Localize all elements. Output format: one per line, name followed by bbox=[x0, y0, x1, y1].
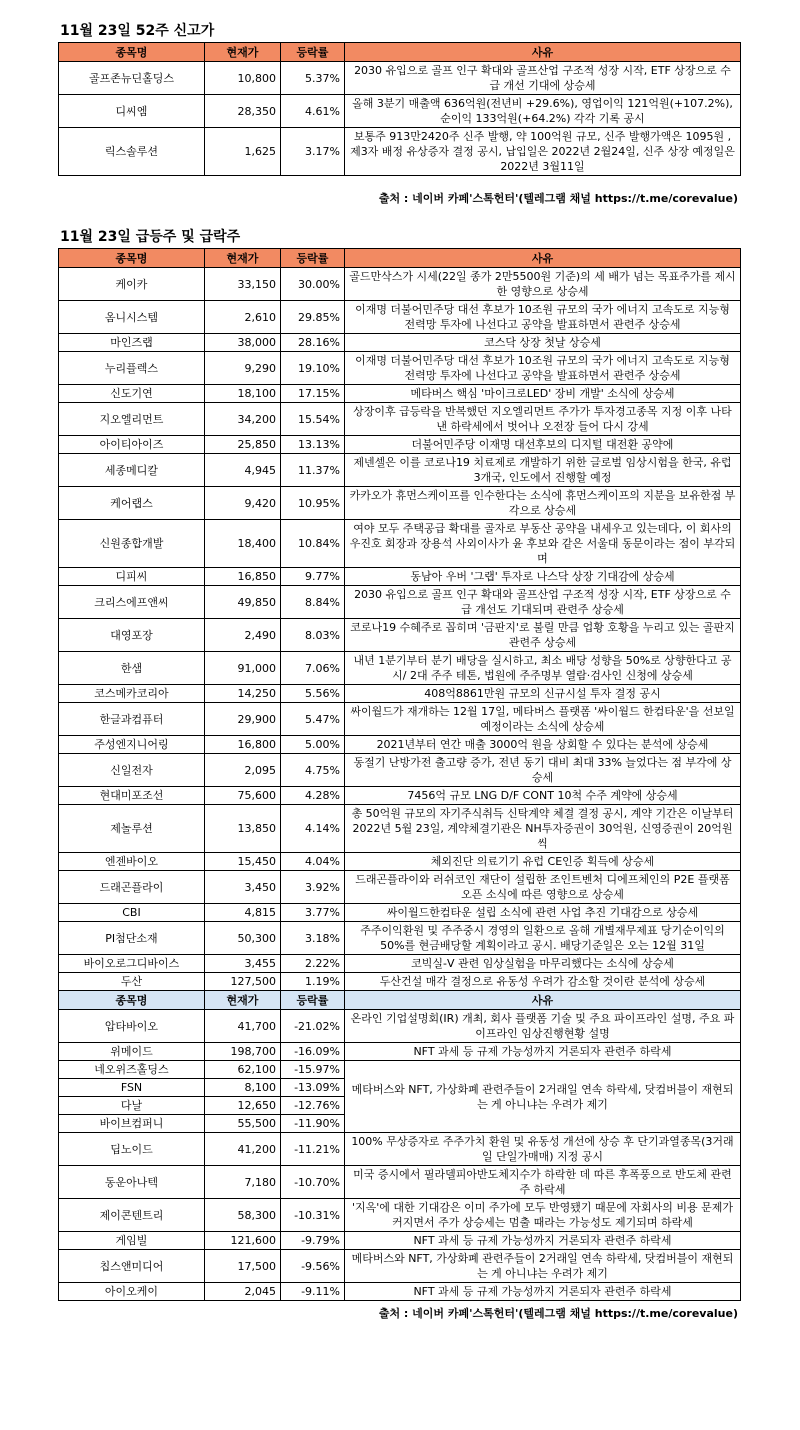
stock-name: 세종메디칼 bbox=[59, 454, 205, 487]
table-row bbox=[59, 619, 741, 652]
current-price: 17,500 bbox=[205, 1250, 281, 1283]
reason-text: NFT 과세 등 규제 가능성까지 거론되자 관련주 하락세 bbox=[345, 1283, 741, 1301]
change-rate: 29.85% bbox=[281, 301, 345, 334]
current-price: 28,350 bbox=[205, 95, 281, 128]
current-price: 34,200 bbox=[205, 403, 281, 436]
change-rate: -16.09% bbox=[281, 1043, 345, 1061]
table-row bbox=[59, 62, 741, 95]
stock-name: 게임빌 bbox=[59, 1232, 205, 1250]
table-row bbox=[59, 1166, 741, 1199]
stock-name: 두산 bbox=[59, 973, 205, 991]
stock-name: 한샘 bbox=[59, 652, 205, 685]
header-change: 등락률 bbox=[281, 249, 345, 268]
table-row bbox=[59, 520, 741, 568]
change-rate: 10.84% bbox=[281, 520, 345, 568]
reason-text: 여야 모두 주택공급 확대를 골자로 부동산 공약을 내세우고 있는데다, 이 회사의 우진호 회장과 장용석 사외이사가 윤 후보와 같은 서울대 동문이라는 점이 부각되며 bbox=[345, 520, 741, 568]
reason-text: 메타버스 핵심 '마이크로LED' 장비 개발' 소식에 상승세 bbox=[345, 385, 741, 403]
change-rate: 3.77% bbox=[281, 904, 345, 922]
current-price: 33,150 bbox=[205, 268, 281, 301]
change-rate: 3.17% bbox=[281, 128, 345, 176]
source-note: 출처 : 네이버 카페'스톡헌터'(텔레그램 채널 https://t.me/corevalue) bbox=[378, 1307, 738, 1320]
change-rate: 19.10% bbox=[281, 352, 345, 385]
header-name: 종목명 bbox=[59, 991, 205, 1010]
table-row bbox=[59, 352, 741, 385]
current-price: 75,600 bbox=[205, 787, 281, 805]
table-row bbox=[59, 871, 741, 904]
header-price: 현재가 bbox=[205, 249, 281, 268]
reason-text: 총 50억원 규모의 자기주식취득 신탁계약 체결 결정 공시, 계약 기간은 이날부터 2022년 5월 23일, 계약체결기관은 NH투자증권이 30억원, 신영증권이 20억원씩 bbox=[345, 805, 741, 853]
current-price: 4,815 bbox=[205, 904, 281, 922]
current-price: 25,850 bbox=[205, 436, 281, 454]
reason-text: 온라인 기업설명회(IR) 개최, 회사 플랫폼 기술 및 주요 파이프라인 설명, 주요 파이프라인 임상진행현황 설명 bbox=[345, 1010, 741, 1043]
reason-text: 7456억 규모 LNG D/F CONT 10척 수주 계약에 상승세 bbox=[345, 787, 741, 805]
reason-text: 동남아 우버 '그랩' 투자로 나스닥 상장 기대감에 상승세 bbox=[345, 568, 741, 586]
stock-name: 신원종합개발 bbox=[59, 520, 205, 568]
header-change: 등락률 bbox=[281, 43, 345, 62]
change-rate: 30.00% bbox=[281, 268, 345, 301]
change-rate: 4.61% bbox=[281, 95, 345, 128]
table-header-row bbox=[59, 249, 741, 268]
current-price: 3,455 bbox=[205, 955, 281, 973]
stock-name: 코스메카코리아 bbox=[59, 685, 205, 703]
stock-name: 네오위즈홀딩스 bbox=[59, 1061, 205, 1079]
reason-text: 2030 유입으로 골프 인구 확대와 골프산업 구조적 성장 시작, ETF 상장으로 수급 개선 기대에 상승세 bbox=[345, 62, 741, 95]
change-rate: 4.04% bbox=[281, 853, 345, 871]
change-rate: -10.70% bbox=[281, 1166, 345, 1199]
current-price: 50,300 bbox=[205, 922, 281, 955]
change-rate: -9.56% bbox=[281, 1250, 345, 1283]
current-price: 91,000 bbox=[205, 652, 281, 685]
stock-name: 크리스에프앤씨 bbox=[59, 586, 205, 619]
table-row bbox=[59, 454, 741, 487]
stock-name: 바이오로그디바이스 bbox=[59, 955, 205, 973]
table-row bbox=[59, 904, 741, 922]
reason-text: 코빅실-V 관련 임상실험을 마무리했다는 소식에 상승세 bbox=[345, 955, 741, 973]
header-price: 현재가 bbox=[205, 43, 281, 62]
reason-text: 코스닥 상장 첫날 상승세 bbox=[345, 334, 741, 352]
stock-name: 마인즈랩 bbox=[59, 334, 205, 352]
stock-name: 케이카 bbox=[59, 268, 205, 301]
current-price: 41,700 bbox=[205, 1010, 281, 1043]
current-price: 18,100 bbox=[205, 385, 281, 403]
table-row bbox=[59, 334, 741, 352]
current-price: 15,450 bbox=[205, 853, 281, 871]
stock-name: FSN bbox=[59, 1079, 205, 1097]
stock-name: 릭스솔루션 bbox=[59, 128, 205, 176]
current-price: 13,850 bbox=[205, 805, 281, 853]
stock-name: 한글과컴퓨터 bbox=[59, 703, 205, 736]
current-price: 127,500 bbox=[205, 973, 281, 991]
reason-text: 2030 유입으로 골프 인구 확대와 골프산업 구조적 성장 시작, ETF 상장으로 수급 개선도 기대되며 관련주 상승세 bbox=[345, 586, 741, 619]
table-row bbox=[59, 685, 741, 703]
reason-text: 메타버스와 NFT, 가상화폐 관련주들이 2거래일 연속 하락세, 닷컴버블이 재현되는 게 아니냐는 우려가 제기 bbox=[345, 1250, 741, 1283]
stock-name: 신일전자 bbox=[59, 754, 205, 787]
current-price: 49,850 bbox=[205, 586, 281, 619]
section1-title: 11월 23일 52주 신고가 bbox=[60, 23, 215, 39]
change-rate: 5.56% bbox=[281, 685, 345, 703]
reason-text: 메타버스와 NFT, 가상화폐 관련주들이 2거래일 연속 하락세, 닷컴버블이 재현되는 게 아니냐는 우려가 제기 bbox=[345, 1061, 741, 1133]
stock-name: 누리플렉스 bbox=[59, 352, 205, 385]
change-rate: -13.09% bbox=[281, 1079, 345, 1097]
current-price: 16,850 bbox=[205, 568, 281, 586]
current-price: 18,400 bbox=[205, 520, 281, 568]
reason-text: 올해 3분기 매출액 636억원(전년비 +29.6%), 영업이익 121억원(+107.2%), 순이익 133억원(+64.2%) 각각 기록 공시 bbox=[345, 95, 741, 128]
reason-text: 제넨셀은 이를 코로나19 치료제로 개발하기 위한 글로벌 임상시험을 한국, 유럽 3개국, 인도에서 진행할 예정 bbox=[345, 454, 741, 487]
reason-text: 이재명 더불어민주당 대선 후보가 10조원 규모의 국가 에너지 고속도로 지능형 전력망 투자에 나선다고 공약을 발표하면서 관련주 상승세 bbox=[345, 352, 741, 385]
table-row bbox=[59, 1283, 741, 1301]
table-row bbox=[59, 1232, 741, 1250]
reason-text: 더불어민주당 이재명 대선후보의 디지털 대전환 공약에 bbox=[345, 436, 741, 454]
stock-name: 위메이드 bbox=[59, 1043, 205, 1061]
reason-text: 상장이후 급등락을 반복했던 지오엘리먼트 주가가 투자경고종목 지정 이후 나타낸 하락세에서 벗어나 오전장 들어 다시 강세 bbox=[345, 403, 741, 436]
stock-name: PI첨단소재 bbox=[59, 922, 205, 955]
current-price: 2,045 bbox=[205, 1283, 281, 1301]
current-price: 16,800 bbox=[205, 736, 281, 754]
reason-text: 주주이익환원 및 주주중시 경영의 일환으로 올해 개별재무제표 당기순이익의 50%를 현금배당할 계획이라고 공시. 배당기준일은 오는 12월 31일 bbox=[345, 922, 741, 955]
change-rate: -11.21% bbox=[281, 1133, 345, 1166]
header-change: 등락률 bbox=[281, 991, 345, 1010]
reason-text: 체외진단 의료기기 유럽 CE인증 획득에 상승세 bbox=[345, 853, 741, 871]
table-row bbox=[59, 95, 741, 128]
table-row bbox=[59, 703, 741, 736]
change-rate: 8.84% bbox=[281, 586, 345, 619]
current-price: 62,100 bbox=[205, 1061, 281, 1079]
stock-name: 신도기연 bbox=[59, 385, 205, 403]
current-price: 2,095 bbox=[205, 754, 281, 787]
reason-text: 미국 증시에서 필라델피아반도체지수가 하락한 데 따른 후폭풍으로 반도체 관련주 하락세 bbox=[345, 1166, 741, 1199]
change-rate: -12.76% bbox=[281, 1097, 345, 1115]
change-rate: 2.22% bbox=[281, 955, 345, 973]
current-price: 198,700 bbox=[205, 1043, 281, 1061]
new-high-table bbox=[58, 42, 741, 176]
reason-text: 이재명 더불어민주당 대선 후보가 10조원 규모의 국가 에너지 고속도로 지능형 전력망 투자에 나선다고 공약을 발표하면서 관련주 상승세 bbox=[345, 301, 741, 334]
current-price: 9,290 bbox=[205, 352, 281, 385]
table-row bbox=[59, 973, 741, 991]
table-row bbox=[59, 922, 741, 955]
change-rate: 15.54% bbox=[281, 403, 345, 436]
change-rate: 17.15% bbox=[281, 385, 345, 403]
current-price: 7,180 bbox=[205, 1166, 281, 1199]
reason-text: 카카오가 휴먼스케이프를 인수한다는 소식에 휴먼스케이프의 지분을 보유한점 부각으로 상승세 bbox=[345, 487, 741, 520]
change-rate: 1.19% bbox=[281, 973, 345, 991]
table-row bbox=[59, 805, 741, 853]
current-price: 10,800 bbox=[205, 62, 281, 95]
header-reason: 사유 bbox=[345, 43, 741, 62]
current-price: 2,610 bbox=[205, 301, 281, 334]
current-price: 55,500 bbox=[205, 1115, 281, 1133]
change-rate: 5.47% bbox=[281, 703, 345, 736]
change-rate: 5.00% bbox=[281, 736, 345, 754]
reason-text: 동절기 난방가전 출고량 증가, 전년 동기 대비 최대 33% 늘었다는 점 부각에 상승세 bbox=[345, 754, 741, 787]
header-reason: 사유 bbox=[345, 991, 741, 1010]
stock-name: 압타바이오 bbox=[59, 1010, 205, 1043]
table-row bbox=[59, 436, 741, 454]
stock-name: 동운아나텍 bbox=[59, 1166, 205, 1199]
change-rate: 4.14% bbox=[281, 805, 345, 853]
reason-text: 싸이월드가 재개하는 12월 17일, 메타버스 플랫폼 '싸이월드 한컴타운'을 선보일 예정이라는 소식에 상승세 bbox=[345, 703, 741, 736]
current-price: 9,420 bbox=[205, 487, 281, 520]
change-rate: -15.97% bbox=[281, 1061, 345, 1079]
change-rate: -10.31% bbox=[281, 1199, 345, 1232]
current-price: 2,490 bbox=[205, 619, 281, 652]
change-rate: 5.37% bbox=[281, 62, 345, 95]
stock-name: 바이브컴퍼니 bbox=[59, 1115, 205, 1133]
stock-name: 골프존뉴딘홀딩스 bbox=[59, 62, 205, 95]
movers-table bbox=[58, 248, 741, 1301]
fall-header-row bbox=[59, 991, 741, 1010]
stock-name: 옴니시스템 bbox=[59, 301, 205, 334]
reason-text: NFT 과세 등 규제 가능성까지 거론되자 관련주 하락세 bbox=[345, 1043, 741, 1061]
change-rate: 3.92% bbox=[281, 871, 345, 904]
current-price: 3,450 bbox=[205, 871, 281, 904]
table-row bbox=[59, 853, 741, 871]
stock-name: 제놀루션 bbox=[59, 805, 205, 853]
change-rate: 8.03% bbox=[281, 619, 345, 652]
change-rate: 10.95% bbox=[281, 487, 345, 520]
change-rate: 7.06% bbox=[281, 652, 345, 685]
change-rate: 28.16% bbox=[281, 334, 345, 352]
change-rate: 13.13% bbox=[281, 436, 345, 454]
current-price: 41,200 bbox=[205, 1133, 281, 1166]
stock-name: 디씨엠 bbox=[59, 95, 205, 128]
change-rate: 3.18% bbox=[281, 922, 345, 955]
reason-text: 싸이월드한컴타운 설립 소식에 관련 사업 추진 기대감으로 상승세 bbox=[345, 904, 741, 922]
change-rate: -9.11% bbox=[281, 1283, 345, 1301]
section2-title: 11월 23일 급등주 및 급락주 bbox=[60, 229, 241, 245]
stock-name: 아이오케이 bbox=[59, 1283, 205, 1301]
table-row bbox=[59, 268, 741, 301]
header-name: 종목명 bbox=[59, 249, 205, 268]
change-rate: -11.90% bbox=[281, 1115, 345, 1133]
reason-text: 두산건설 매각 결정으로 유동성 우려가 감소할 것이란 분석에 상승세 bbox=[345, 973, 741, 991]
stock-name: 엔젠바이오 bbox=[59, 853, 205, 871]
reason-text: 드래곤플라이와 러쉬코인 재단이 설립한 조인트벤처 디에프체인의 P2E 플랫폼 오픈 소식에 따른 영향으로 상승세 bbox=[345, 871, 741, 904]
stock-name: 지오엘리먼트 bbox=[59, 403, 205, 436]
reason-text: 보통주 913만2420주 신주 발행, 약 100억원 규모, 신주 발행가액은 1095원 , 제3자 배정 유상증자 결정 공시, 납입일은 2022년 2월24일, 신주 상장 예정일은 2022년 3월11일 bbox=[345, 128, 741, 176]
table-row bbox=[59, 487, 741, 520]
table-row bbox=[59, 1250, 741, 1283]
table-row bbox=[59, 787, 741, 805]
table-row bbox=[59, 301, 741, 334]
change-rate: 9.77% bbox=[281, 568, 345, 586]
change-rate: 11.37% bbox=[281, 454, 345, 487]
table-row bbox=[59, 1010, 741, 1043]
current-price: 8,100 bbox=[205, 1079, 281, 1097]
reason-text: 내년 1분기부터 분기 배당을 실시하고, 최소 배당 성향을 50%로 상향한다고 공시/ 2대 주주 테톤, 법원에 주주명부 열람·검사인 신청에 상승세 bbox=[345, 652, 741, 685]
stock-name: 칩스앤미디어 bbox=[59, 1250, 205, 1283]
current-price: 38,000 bbox=[205, 334, 281, 352]
header-price: 현재가 bbox=[205, 991, 281, 1010]
stock-name: 다날 bbox=[59, 1097, 205, 1115]
reason-text: 100% 무상증자로 주주가치 환원 및 유동성 개선에 상승 후 단기과열종목(3거래일 단일가매매) 지정 공시 bbox=[345, 1133, 741, 1166]
stock-name: 케어랩스 bbox=[59, 487, 205, 520]
stock-name: 드래곤플라이 bbox=[59, 871, 205, 904]
reason-text: 코로나19 수혜주로 꼽히며 '금판지'로 불릴 만큼 업황 호황을 누리고 있는 골판지 관련주 상승세 bbox=[345, 619, 741, 652]
table-row bbox=[59, 385, 741, 403]
header-name: 종목명 bbox=[59, 43, 205, 62]
stock-name: 대영포장 bbox=[59, 619, 205, 652]
table-row bbox=[59, 1043, 741, 1061]
reason-text: NFT 과세 등 규제 가능성까지 거론되자 관련주 하락세 bbox=[345, 1232, 741, 1250]
stock-name: 제이콘텐트리 bbox=[59, 1199, 205, 1232]
current-price: 121,600 bbox=[205, 1232, 281, 1250]
current-price: 4,945 bbox=[205, 454, 281, 487]
table-row bbox=[59, 736, 741, 754]
reason-text: '지옥'에 대한 기대감은 이미 주가에 모두 반영됐기 때문에 자회사의 비용 문제가 커지면서 주가 상승세는 멈출 때라는 가능성도 제기되며 하락세 bbox=[345, 1199, 741, 1232]
table-row bbox=[59, 1061, 741, 1079]
stock-name: 딥노이드 bbox=[59, 1133, 205, 1166]
current-price: 1,625 bbox=[205, 128, 281, 176]
table-row bbox=[59, 652, 741, 685]
reason-text: 408억8861만원 규모의 신규시설 투자 결정 공시 bbox=[345, 685, 741, 703]
current-price: 58,300 bbox=[205, 1199, 281, 1232]
stock-name: 현대미포조선 bbox=[59, 787, 205, 805]
stock-name: 아이티아이즈 bbox=[59, 436, 205, 454]
header-reason: 사유 bbox=[345, 249, 741, 268]
current-price: 14,250 bbox=[205, 685, 281, 703]
reason-text: 2021년부터 연간 매출 3000억 원을 상회할 수 있다는 분석에 상승세 bbox=[345, 736, 741, 754]
table-row bbox=[59, 955, 741, 973]
change-rate: -21.02% bbox=[281, 1010, 345, 1043]
change-rate: 4.28% bbox=[281, 787, 345, 805]
change-rate: -9.79% bbox=[281, 1232, 345, 1250]
reason-text: 골드만삭스가 시세(22일 종가 2만5500원 기준)의 세 배가 넘는 목표주가를 제시한 영향으로 상승세 bbox=[345, 268, 741, 301]
source-note: 출처 : 네이버 카페'스톡헌터'(텔레그램 채널 https://t.me/corevalue) bbox=[378, 192, 738, 205]
table-row bbox=[59, 1133, 741, 1166]
stock-name: CBI bbox=[59, 904, 205, 922]
table-header-row bbox=[59, 43, 741, 62]
table-row bbox=[59, 1199, 741, 1232]
table-row bbox=[59, 128, 741, 176]
stock-name: 디피씨 bbox=[59, 568, 205, 586]
current-price: 29,900 bbox=[205, 703, 281, 736]
stock-name: 주성엔지니어링 bbox=[59, 736, 205, 754]
table-row bbox=[59, 403, 741, 436]
table-row bbox=[59, 754, 741, 787]
change-rate: 4.75% bbox=[281, 754, 345, 787]
table-row bbox=[59, 586, 741, 619]
current-price: 12,650 bbox=[205, 1097, 281, 1115]
table-row bbox=[59, 568, 741, 586]
